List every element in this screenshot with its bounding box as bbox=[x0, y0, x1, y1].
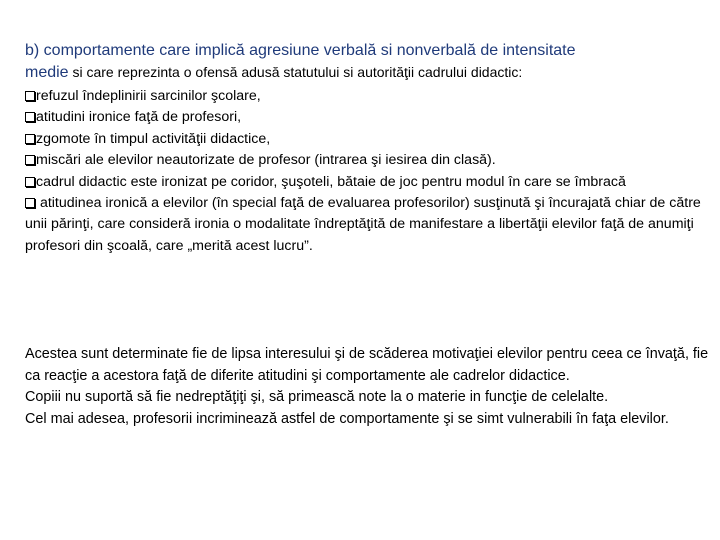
list-item bbox=[25, 107, 715, 128]
list-item bbox=[25, 150, 715, 171]
checkbox-bullet-icon bbox=[25, 91, 35, 101]
checkbox-bullet-icon bbox=[25, 177, 35, 187]
checkbox-bullet-icon bbox=[25, 112, 35, 122]
bullet-text: refuzul îndeplinirii sarcinilor şcolare, bbox=[36, 88, 261, 104]
list-item bbox=[25, 129, 715, 150]
heading-line2-rest: si care reprezinta o ofensă adusă statutului si autorităţii cadrului didactic: bbox=[68, 64, 523, 80]
section-heading-continuation bbox=[25, 62, 715, 83]
checkbox-bullet-icon bbox=[25, 134, 35, 144]
paragraph: Acestea sunt determinate fie de lipsa interesului şi de scăderea motivaţiei elevilor pentru ceea ce învaţă, fie ca reacţie a acestora faţă de diferite atitudini şi comportamente ale cadrelor didactice. bbox=[25, 346, 709, 384]
bullet-text: atitudinea ironică a elevilor (în special faţă de evaluarea profesorilor) susţinută şi încurajată chiar de către unii părinţi, care consideră ironia o modalitate îndreptăţită de manifestare a libertăţii elevilor faţă de anumiţi profesori din şcoală, care „merită acest lucru”. bbox=[25, 195, 701, 254]
body-text bbox=[25, 344, 715, 430]
paragraph: Copiii nu suportă să fie nedreptăţiţi şi, să primească note la o materie in funcţie de celelalte. bbox=[25, 389, 609, 406]
checkbox-bullet-icon bbox=[25, 198, 35, 208]
bullet-text: miscări ale elevilor neautorizate de profesor (intrarea şi iesirea din clasă). bbox=[36, 152, 496, 169]
bullet-list bbox=[25, 86, 715, 257]
paragraph: Cel mai adesea, profesorii incriminează astfel de comportamente şi se simt vulnerabili în faţa elevilor. bbox=[25, 410, 669, 427]
list-item bbox=[25, 193, 715, 257]
list-item bbox=[25, 172, 715, 193]
bullet-text: zgomote în timpul activităţii didactice, bbox=[36, 130, 271, 147]
heading-line1: b) comportamente care implică agresiune verbală si nonverbală de intensitate bbox=[25, 42, 576, 59]
heading-medie: medie bbox=[25, 64, 69, 81]
list-item bbox=[25, 86, 715, 107]
bullet-text: cadrul didactic este ironizat pe coridor, şuşoteli, bătaie de joc pentru modul în care se îmbracă bbox=[36, 173, 626, 190]
bullet-text: atitudini ironice faţă de profesori, bbox=[36, 109, 242, 126]
checkbox-bullet-icon bbox=[25, 155, 35, 165]
section-heading bbox=[25, 40, 705, 61]
